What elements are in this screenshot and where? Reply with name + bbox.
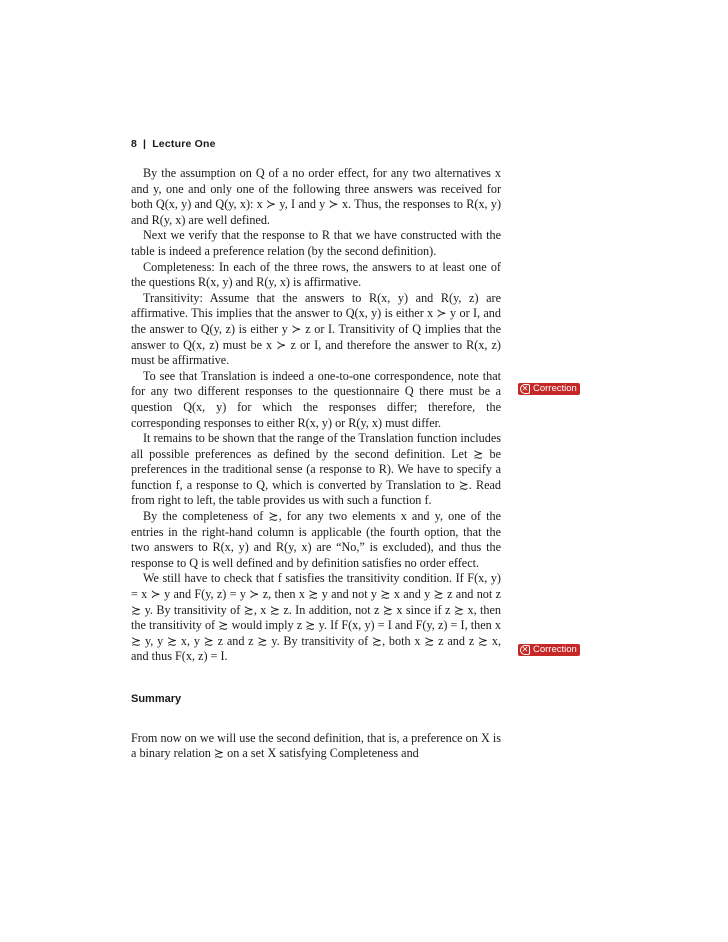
header-separator: | xyxy=(143,138,147,150)
correction-button[interactable] xyxy=(518,383,580,395)
paragraph-transitivity-check: We still have to check that f satisfies the transitivity condition. If F(x, y) = x ≻ y and F(y, z) = y ≻ z, then x ≿ y and not y ≿ x and y ≿ z and not z ≿ y. By transitivity of ≿, x ≿ z. In addition, not z ≿ x since if z ≿ x, then the transitivity of ≿ would imply z ≿ y. If F(x, y) = I and F(y, z) = I, then x ≿ y, y ≿ x, y ≿ z and z ≿ y. By transitivity of ≿, both x ≿ z and z ≿ x, and thus F(x, z) = I. xyxy=(131,571,501,664)
page-content xyxy=(131,137,501,762)
paragraph-transitivity: Transitivity: Assume that the answers to R(x, y) and R(y, z) are affirmative. This implies that the answer to Q(x, y) is either x ≻ y or I, and the answer to Q(y, z) is either y ≻ z or I. Transitivity of Q implies that the answer to Q(x, z) must be x ≻ z or I, and therefore the answer to R(x, z) must be affirmative. xyxy=(131,290,501,368)
x-icon: ✕ xyxy=(521,645,529,654)
chapter-title: Lecture One xyxy=(152,138,216,150)
running-header xyxy=(131,137,501,153)
correction-label: Correction xyxy=(533,644,577,655)
paragraph-range: It remains to be shown that the range of the Translation function includes all possible preferences as defined by the second definition. Let ≿ be preferences in the traditional sense (a response to R). We have to specify a function f, a response to Q, which is converted by Translation to ≿. Read from right to left, the table provides us with such a function f. xyxy=(131,431,501,508)
correction-button[interactable] xyxy=(518,644,580,656)
paragraph-one-to-one: To see that Translation is indeed a one-to-one correspondence, note that for any two different responses to the questionnaire Q there must be a question Q(x, y) for which the responses differ; therefore, the corresponding responses to either R(x, y) or R(y, x) must differ. xyxy=(131,368,501,430)
summary-paragraph: From now on we will use the second definition, that is, a preference on X is a binary relation ≿ on a set X satisfying Completeness and xyxy=(131,730,501,761)
correction-label: Correction xyxy=(533,383,577,394)
paragraph-completeness-of-pref: By the completeness of ≿, for any two elements x and y, one of the entries in the right-hand column is applicable (the fourth option, that the two answers to R(x, y) and R(y, x) are “No,” is excluded), and thus the response to Q is well defined and by definition satisfies no order effect. xyxy=(131,509,501,570)
summary-heading: Summary xyxy=(131,693,182,705)
x-icon: ✕ xyxy=(521,384,529,393)
paragraph-no-order-effect: By the assumption on Q of a no order effect, for any two alternatives x and y, one and only one of the following three answers was received for both Q(x, y) and Q(y, x): x ≻ y, I and y ≻ x. Thus, the responses to R(x, y) and R(y, x) are well defined. xyxy=(131,166,501,227)
paragraph-verify-relation: Next we verify that the response to R that we have constructed with the table is indeed a preference relation (by the second definition). xyxy=(131,228,501,258)
page-number: 8 xyxy=(131,138,138,150)
paragraph-completeness: Completeness: In each of the three rows, the answers to at least one of the questions R(x, y) and R(y, x) is affirmative. xyxy=(131,259,501,290)
